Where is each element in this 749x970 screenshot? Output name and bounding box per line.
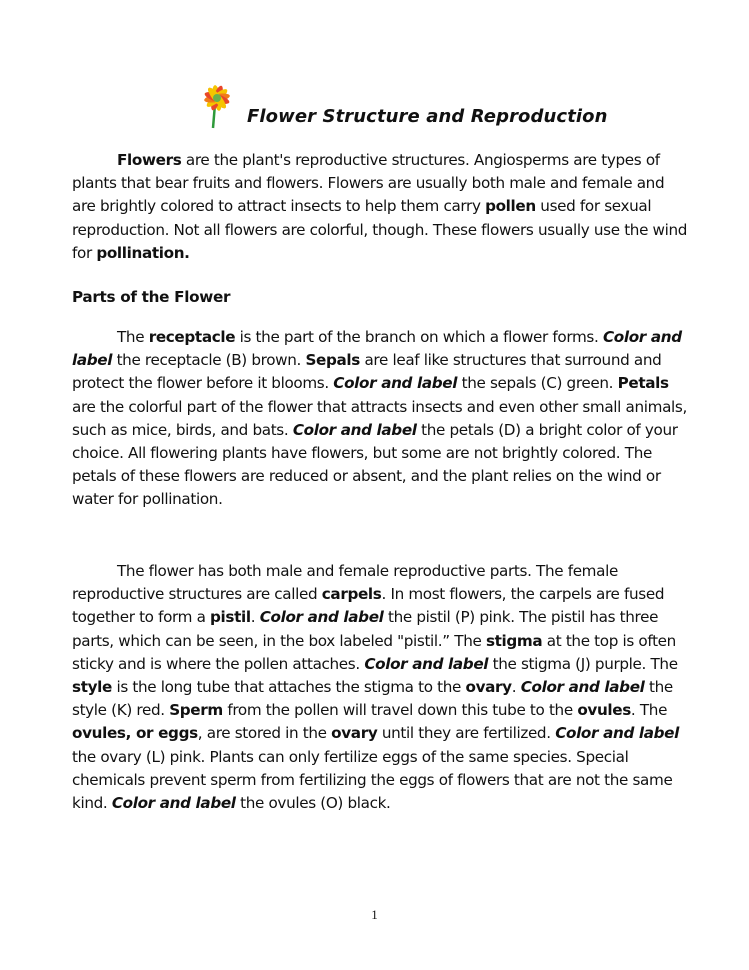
text-run: the style (K) red. [72,678,673,720]
section-heading: Parts of the Flower [72,288,231,306]
text-run: the ovary (L) pink. Plants can only fertilize eggs of the same species. Special chemicals prevent sperm from fertilizing the eggs of flowers that are not the same kind. [72,747,673,813]
text-run: used for sexual reproduction. Not all flowers are colorful, though. These flowers usually use the wind for [72,197,688,262]
instruction-emphasis: Color and label [259,608,384,627]
key-term: carpels [321,585,382,604]
key-term: ovules, or eggs [72,724,198,743]
key-term: ovules [577,701,631,720]
text-run: the receptacle (B) brown. [112,351,306,370]
key-term: stigma [485,631,543,650]
parts-paragraph [72,326,692,512]
text-run: are the colorful part of the flower that attracts insects and even other small animals, such as mice, birds, and bats. [72,397,687,439]
text-run: , are stored in the [197,724,332,743]
text-run: from the pollen will travel down this tube to the [222,701,578,720]
text-run: the pistil (P) pink. The pistil has three parts, which can be seen, in the box labeled "pistil.” The [72,608,659,650]
key-term: ovary [331,724,378,743]
flower-icon [193,80,245,130]
key-term: Petals [617,374,669,393]
page-number: 1 [371,907,378,922]
key-term: receptacle [148,328,236,346]
key-term: Sepals [305,351,360,370]
text-run: the stigma (J) purple. The [488,654,678,673]
text-run: are the plant's reproductive structures. Angiosperms are types of plants that bear fruits and flowers. Flowers are usually both male and female and are brightly colored to attract insects to help them carry [72,151,665,216]
instruction-emphasis: Color and label [555,724,679,743]
text-run: . In most flowers, the carpels are fused together to form a [72,585,665,627]
text-run: is the long tube that attaches the stigma to the [111,678,466,697]
text-run: until they are fertilized. [377,724,556,743]
text-run: at the top is often sticky and is where the pollen attaches. [72,631,676,673]
key-term: pistil [210,608,251,627]
text-run: The [117,328,149,346]
text-run: are leaf like structures that surround and protect the flower before it blooms. [72,351,662,393]
text-run: The flower has both male and female reproductive parts. The female reproductive structures are called [72,562,618,604]
key-term: Flowers [117,151,182,169]
text-run: . [250,608,260,627]
text-run: the ovules (O) black. [235,794,391,813]
key-term: pollen [485,197,536,216]
instruction-emphasis: Color and label [72,328,682,370]
reproduction-paragraph [72,560,692,815]
key-term: style [72,678,112,697]
text-run: . The [630,701,668,720]
key-term: Sperm [169,701,223,720]
instruction-emphasis: Color and label [520,678,645,697]
text-run: is the part of the branch on which a flower forms. [235,328,603,346]
text-run: . [511,678,521,697]
text-run: the sepals (C) green. [457,374,618,393]
instruction-emphasis: Color and label [292,420,417,439]
key-term: ovary [465,678,512,697]
intro-paragraph [72,149,692,265]
page-title: Flower Structure and Reproduction [247,106,608,127]
instruction-emphasis: Color and label [364,654,489,673]
instruction-emphasis: Color and label [111,794,236,813]
key-term: pollination. [96,243,190,262]
text-run: the petals (D) a bright color of your choice. All flowering plants have flowers, but some are not brightly colored. The petals of these flowers are reduced or absent, and the plant relies on the wind or water for pollination. [72,420,678,509]
instruction-emphasis: Color and label [333,374,458,393]
